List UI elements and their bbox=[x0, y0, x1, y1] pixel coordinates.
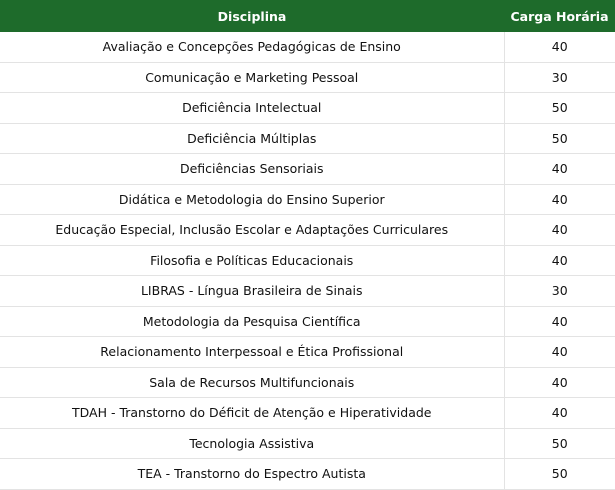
header-discipline: Disciplina bbox=[0, 0, 504, 32]
discipline-cell: Tecnologia Assistiva bbox=[0, 428, 504, 459]
table-row bbox=[0, 398, 615, 429]
discipline-cell: Filosofia e Políticas Educacionais bbox=[0, 245, 504, 276]
table-row bbox=[0, 32, 615, 62]
table-row bbox=[0, 62, 615, 93]
header-hours: Carga Horária bbox=[504, 0, 615, 32]
discipline-cell: Avaliação e Concepções Pedagógicas de Ensino bbox=[0, 32, 504, 62]
discipline-cell: Comunicação e Marketing Pessoal bbox=[0, 62, 504, 93]
discipline-cell: Deficiência Intelectual bbox=[0, 93, 504, 124]
table-body bbox=[0, 32, 615, 489]
hours-cell: 40 bbox=[504, 245, 615, 276]
hours-cell: 30 bbox=[504, 62, 615, 93]
discipline-cell: Educação Especial, Inclusão Escolar e Adaptações Curriculares bbox=[0, 215, 504, 246]
discipline-cell: Relacionamento Interpessoal e Ética Profissional bbox=[0, 337, 504, 368]
table-row bbox=[0, 154, 615, 185]
table-row bbox=[0, 93, 615, 124]
header-row bbox=[0, 0, 615, 32]
table-row bbox=[0, 306, 615, 337]
table-row bbox=[0, 428, 615, 459]
discipline-cell: Didática e Metodologia do Ensino Superior bbox=[0, 184, 504, 215]
table-row bbox=[0, 337, 615, 368]
discipline-cell: Deficiência Múltiplas bbox=[0, 123, 504, 154]
hours-cell: 30 bbox=[504, 276, 615, 307]
table-row bbox=[0, 276, 615, 307]
hours-cell: 40 bbox=[504, 367, 615, 398]
table-row bbox=[0, 123, 615, 154]
hours-cell: 50 bbox=[504, 93, 615, 124]
discipline-cell: Sala de Recursos Multifuncionais bbox=[0, 367, 504, 398]
discipline-cell: LIBRAS - Língua Brasileira de Sinais bbox=[0, 276, 504, 307]
hours-cell: 50 bbox=[504, 459, 615, 490]
table-row bbox=[0, 459, 615, 490]
hours-cell: 40 bbox=[504, 215, 615, 246]
table-header bbox=[0, 0, 615, 32]
table-row bbox=[0, 215, 615, 246]
hours-cell: 40 bbox=[504, 337, 615, 368]
hours-cell: 40 bbox=[504, 306, 615, 337]
discipline-cell: Deficiências Sensoriais bbox=[0, 154, 504, 185]
hours-cell: 50 bbox=[504, 428, 615, 459]
hours-cell: 40 bbox=[504, 32, 615, 62]
hours-cell: 40 bbox=[504, 398, 615, 429]
hours-cell: 40 bbox=[504, 154, 615, 185]
hours-cell: 50 bbox=[504, 123, 615, 154]
hours-cell: 40 bbox=[504, 184, 615, 215]
discipline-cell: TEA - Transtorno do Espectro Autista bbox=[0, 459, 504, 490]
table-row bbox=[0, 184, 615, 215]
table-row bbox=[0, 245, 615, 276]
discipline-cell: TDAH - Transtorno do Déficit de Atenção e Hiperatividade bbox=[0, 398, 504, 429]
discipline-cell: Metodologia da Pesquisa Científica bbox=[0, 306, 504, 337]
table-row bbox=[0, 367, 615, 398]
